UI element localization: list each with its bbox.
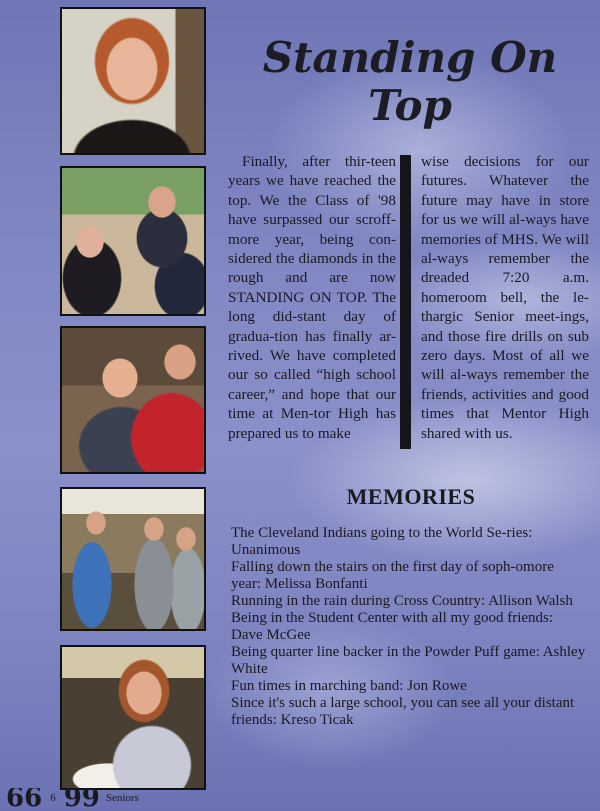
photo-senior-girl-portrait	[60, 7, 206, 155]
memory-item: Falling down the stairs on the first day of soph-omore year: Melissa Bonfanti	[231, 559, 554, 592]
memory-item: Since it's such a large school, you can see all your distant friends: Kreso Ticak	[231, 695, 575, 728]
open-quote-icon: 66	[6, 788, 43, 808]
article-right-column: wise decisions for our futures. Whatever the future may have in store for us we will al-ways have memories of MHS. We will al-ways remember the dreaded 7:20 a.m. homeroom bell, the le-thargic Senior meet-ings, and those fire drills on sub zero days. Most of all we will al-ways remember the friends, activities and good times that Mentor High shared with us.	[421, 153, 589, 442]
photo-students-in-hallway	[60, 487, 206, 631]
memory-item: Running in the rain during Cross Country: Allison Walsh	[231, 593, 573, 609]
memory-item: Fun times in marching band: Jon Rowe	[231, 678, 467, 694]
memories-list	[231, 525, 586, 729]
page-footer	[6, 788, 139, 808]
column-divider	[400, 155, 411, 449]
section-label: Seniors	[105, 792, 139, 804]
photo-couple-smiling	[60, 326, 206, 474]
article-left-column: Finally, after thir-teen years we have reached the top. We the Class of '98 have surpassed our scroff-more year, being con-sidered the diamonds in the rough and are now STANDING ON TOP. The long did-stant day of gradua-tion has finally ar-rived. We have completed our so called “high school career,” and hope that our time at Men-tor High has prepared us to make	[228, 153, 396, 442]
photo-group-of-friends	[60, 166, 206, 316]
page-title: Standing On Top	[262, 33, 558, 130]
close-quote-icon: 99	[63, 788, 100, 808]
memory-item: Being quarter line backer in the Powder Puff game: Ashley White	[231, 644, 586, 677]
memories-heading: MEMORIES	[346, 484, 476, 509]
photo-student-studying	[60, 645, 206, 790]
memory-item: Being in the Student Center with all my good friends: Dave McGee	[231, 610, 554, 643]
page-number: 6	[50, 792, 56, 804]
memory-item: The Cleveland Indians going to the World Se-ries: Unanimous	[231, 525, 533, 558]
